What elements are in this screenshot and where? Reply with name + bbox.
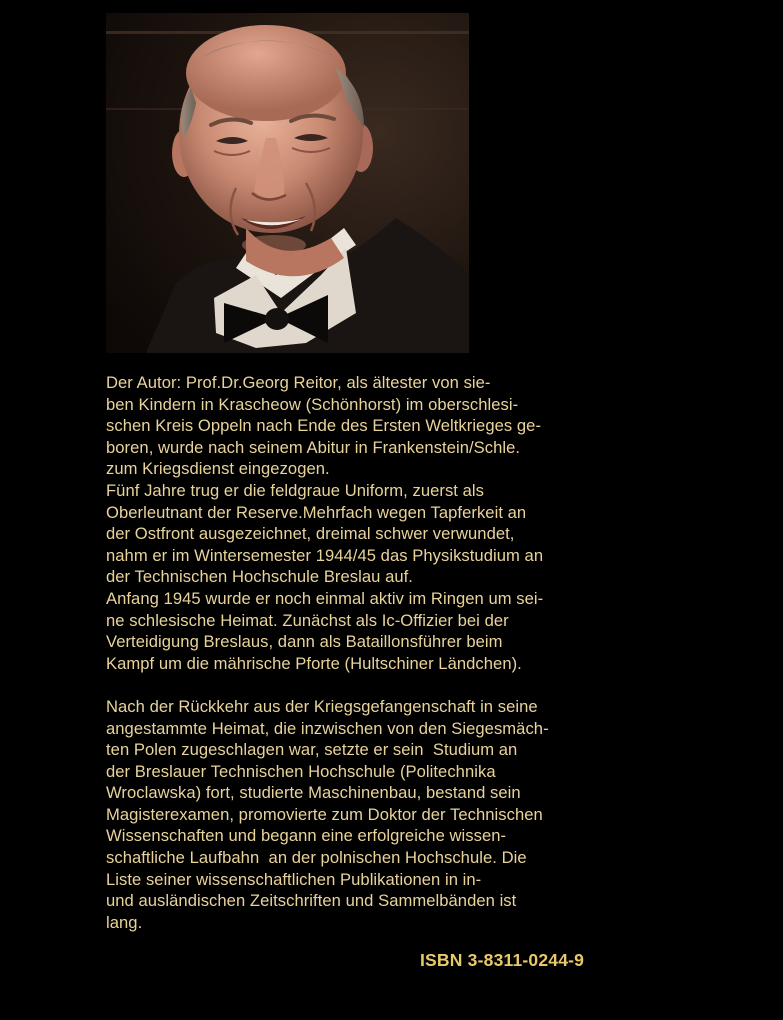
bio-line: der Breslauer Technischen Hochschule (Politechnika: [106, 761, 496, 781]
bio-line: Anfang 1945 wurde er noch einmal aktiv im Ringen um sei-: [106, 588, 544, 608]
bio-line: Wroclawska) fort, studierte Maschinenbau, bestand sein: [106, 783, 521, 803]
bio-line: ten Polen zugeschlagen war, setzte er sein Studium an: [106, 740, 518, 760]
bio-line: Kampf um die mährische Pforte (Hultschiner Ländchen).: [106, 653, 522, 673]
paragraph-gap: [106, 674, 686, 696]
bio-line: der Technischen Hochschule Breslau auf.: [106, 567, 413, 587]
bio-line: boren, wurde nach seinem Abitur in Frankenstein/Schle.: [106, 437, 521, 457]
bio-line: zum Kriegsdienst eingezogen.: [106, 459, 330, 479]
bio-line: und ausländischen Zeitschriften und Sammelbänden ist: [106, 891, 517, 911]
author-portrait-image: [106, 13, 469, 353]
bio-line: Der Autor: Prof.Dr.Georg Reitor, als ältester von sie-: [106, 373, 491, 392]
bio-line: Magisterexamen, promovierte zum Doktor der Technischen: [106, 804, 543, 824]
bio-line: angestammte Heimat, die inzwischen von den Siegesmäch-: [106, 718, 549, 738]
bio-line: ne schlesische Heimat. Zunächst als Ic-Offizier bei der: [106, 610, 509, 630]
bio-line: Verteidigung Breslaus, dann als Bataillonsführer beim: [106, 632, 503, 652]
bio-line: Oberleutnant der Reserve.Mehrfach wegen Tapferkeit an: [106, 502, 527, 522]
bio-line: schaftliche Laufbahn an der polnischen Hochschule. Die: [106, 848, 527, 868]
bio-line: Fünf Jahre trug er die feldgraue Uniform, zuerst als: [106, 480, 484, 500]
bio-line: Nach der Rückkehr aus der Kriegsgefangenschaft in seine: [106, 696, 538, 716]
bio-line: nahm er im Wintersemester 1944/45 das Physikstudium an: [106, 545, 544, 565]
bio-line: schen Kreis Oppeln nach Ende des Ersten Weltkrieges ge-: [106, 416, 542, 436]
bio-line: der Ostfront ausgezeichnet, dreimal schwer verwundet,: [106, 524, 515, 544]
bio-line: Liste seiner wissenschaftlichen Publikationen in in-: [106, 869, 482, 889]
author-photo: [106, 13, 469, 353]
bio-line: ben Kindern in Krascheow (Schönhorst) im oberschlesi-: [106, 394, 519, 414]
author-biography: [106, 372, 686, 933]
bio-line: Wissenschaften und begann eine erfolgreiche wissen-: [106, 826, 507, 846]
isbn-number: ISBN 3-8311-0244-9: [420, 950, 585, 970]
bio-line: lang.: [106, 912, 143, 932]
